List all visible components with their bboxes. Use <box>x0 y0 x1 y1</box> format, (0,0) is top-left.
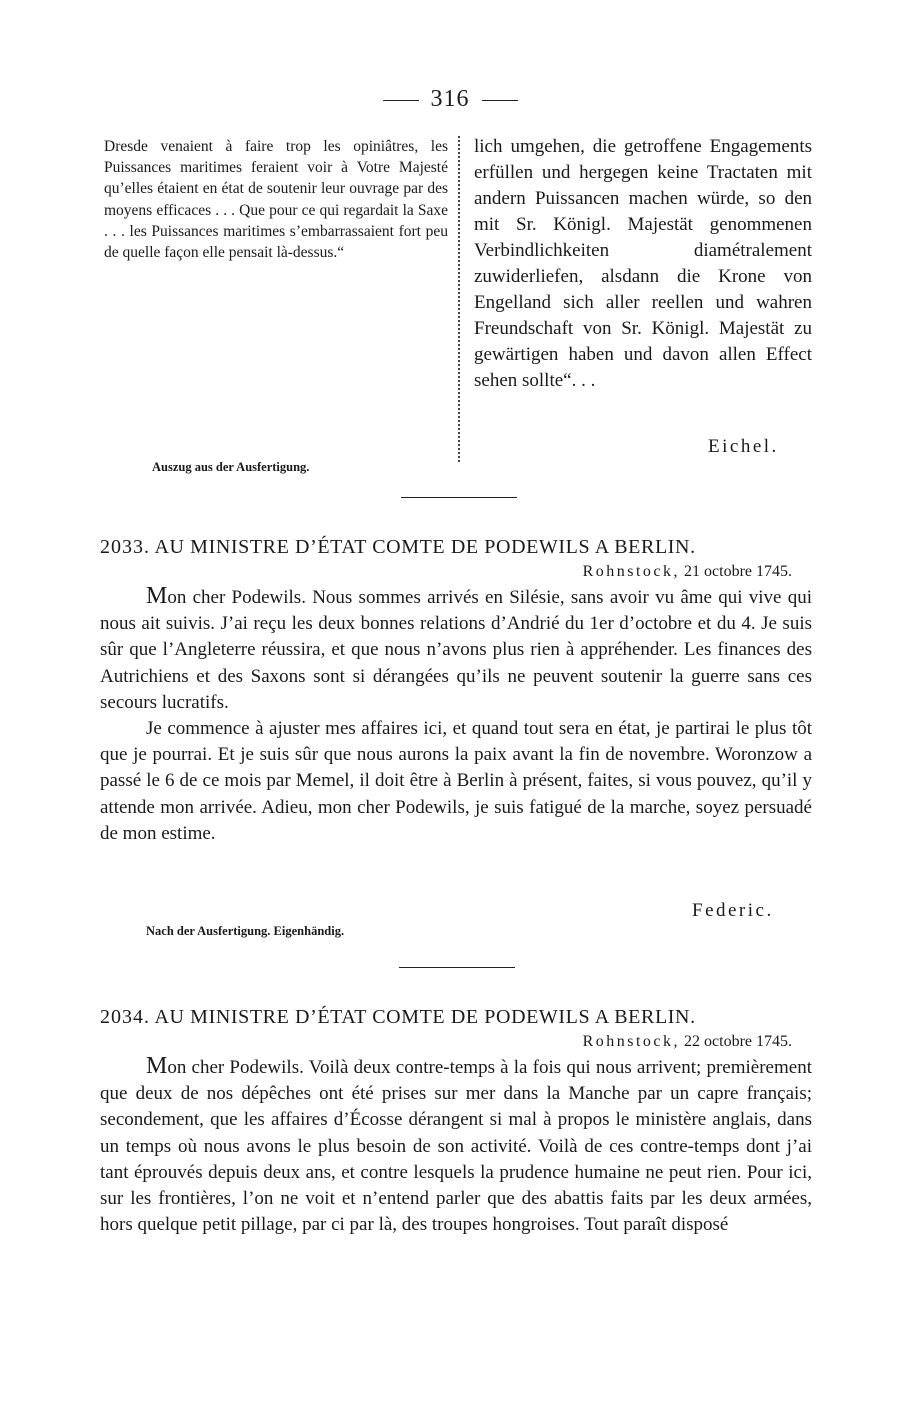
letter-place: Rohnstock, <box>582 563 681 580</box>
paragraph-text: on cher Podewils. Nous sommes arrivés en Silésie, sans avoir vu âme qui vive qui nous ait suivis. J’ai reçu les deux bonnes relations d’Andrié du 1er d’octobre et du 4. Je suis sûr que l’Angleterre réussira, et que nous n’avons plus rien à appréhender. Les finances des Autrichiens et des Saxons sont si dérangées qu’ils ne peuvent soutenir la guerre sans ces secours lucratifs. <box>100 587 812 713</box>
letter-dateline <box>100 1033 812 1051</box>
letter-date: 22 octobre 1745. <box>684 1033 792 1050</box>
header-dash-left <box>383 100 419 101</box>
initial-letter: M <box>146 583 168 609</box>
section-rule <box>399 967 515 968</box>
paragraph-text: on cher Podewils. Voilà deux contre-temps à la fois qui nous arrivent; premièrement que deux de nos dépêches ont été prises sur mer dans la Manche par un capre français; secondement, que les affaires d’Écosse dérangent si mal à propos le ministère anglais, dans un temps où nous avons le plus besoin de son activité. Voilà de ces contre-temps dont j’ai tant éprouvés depuis deux ans, et contre lesquels la prudence humaine ne peut rien. Pour ici, sur les frontières, l’on ne voit et n’entend parler que des abattis faits par les deux armées, hors quelque petit pillage, par ci par là, des troupes hongroises. Tout paraît disposé <box>100 1057 812 1236</box>
letter-number: 2033. <box>100 536 150 558</box>
letter-body <box>100 1053 812 1238</box>
letter-number: 2034. <box>100 1006 150 1028</box>
signature-eichel: Eichel. <box>708 436 779 457</box>
letter-heading <box>100 1006 812 1029</box>
left-column-text: Dresde venaient à faire trop les opiniâtres, les Puissances maritimes feraient voir à Votre Majesté qu’elles étaient en état de soutenir leur ouvrage par des moyens efficaces . . . Que pour ce qui regardait la Saxe . . . les Puissances maritimes s’embarrassaient fort peu de quelle façon elle pensait là-dessus.“ <box>104 138 448 262</box>
source-note-left: Auszug aus der Ausfertigung. <box>152 460 310 474</box>
right-column-text-block <box>474 134 812 394</box>
letter-title: AU MINISTRE D’ÉTAT COMTE DE PODEWILS A BERLIN. <box>154 536 696 558</box>
letter-paragraph: Je commence à ajuster mes affaires ici, et quand tout sera en état, je partirai le plus tôt que je pourrai. Et je suis sûr que nous aurons la paix avant la fin de novembre. Woronzow a passé le 6 de ce mois par Memel, il doit être à Berlin à présent, faites, si vous pouvez, qu’il y attende mon arrivée. Adieu, mon cher Podewils, je suis fatigué de la marche, soyez persuadé de mon estime. <box>100 718 812 844</box>
letter-place: Rohnstock, <box>582 1033 681 1050</box>
letter-paragraph <box>100 583 812 716</box>
initial-letter: M <box>146 1053 168 1079</box>
letter-date: 21 octobre 1745. <box>684 563 792 580</box>
page-header <box>0 86 900 113</box>
right-column-text: lich umgehen, die getroffene Engagements erfüllen und hergegen keine Tractaten mit andern Puissancen machen würde, so den mit Sr. Königl. Majestät genommenen Verbindlichkeiten diamétralement zuwiderliefen, alsdann die Krone von Engelland sich aller reellen und wahren Freundschaft von Sr. Königl. Majestät zu gewärtigen haben und davon allen Effect sehen sollte“. . . <box>474 136 812 391</box>
letter-dateline <box>100 563 812 581</box>
left-column-quote <box>104 136 448 263</box>
letter-2034 <box>100 1006 812 1238</box>
column-divider <box>458 136 460 462</box>
letter-heading <box>100 536 812 559</box>
source-note: Nach der Ausfertigung. Eigenhändig. <box>146 924 345 938</box>
signature-federic: Federic. <box>692 900 774 921</box>
letter-title: AU MINISTRE D’ÉTAT COMTE DE PODEWILS A BERLIN. <box>154 1006 696 1028</box>
header-dash-right <box>482 100 518 101</box>
letter-2033 <box>100 536 812 847</box>
letter-body <box>100 583 812 847</box>
letter-paragraph <box>100 1053 812 1238</box>
section-rule <box>401 497 517 498</box>
page-number: 316 <box>430 86 470 112</box>
